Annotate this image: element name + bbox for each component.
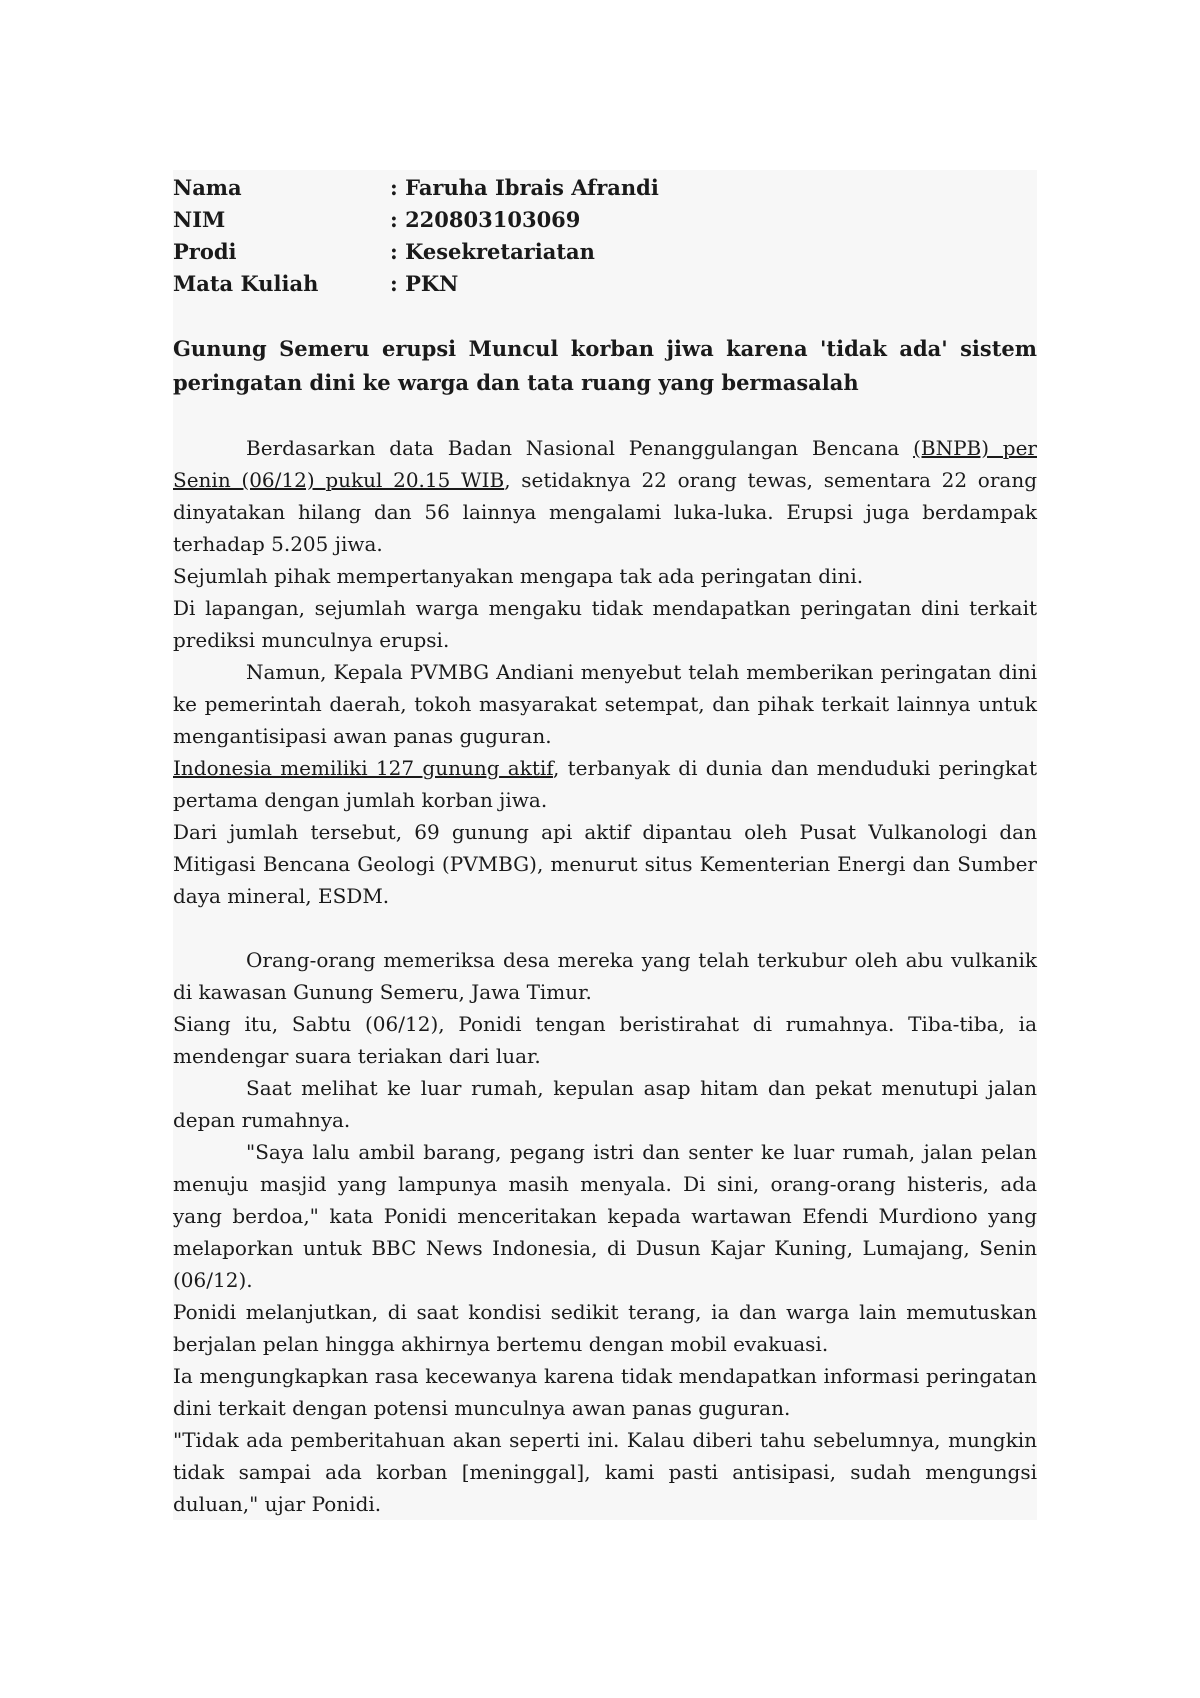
info-row-mata-kuliah xyxy=(173,268,1037,300)
paragraph: Namun, Kepala PVMBG Andiani menyebut telah memberikan peringatan dini ke pemerintah daerah, tokoh masyarakat setempat, dan pihak terkait lainnya untuk mengantisipasi awan panas guguran. xyxy=(173,660,1037,748)
info-row-nim xyxy=(173,204,1037,236)
paragraph xyxy=(173,752,1037,816)
paragraph: Dari jumlah tersebut, 69 gunung api aktif dipantau oleh Pusat Vulkanologi dan Mitigasi Bencana Geologi (PVMBG), menurut situs Kementerian Energi dan Sumber daya mineral, ESDM. xyxy=(173,820,1037,908)
info-row-nama xyxy=(173,172,1037,204)
info-label: Mata Kuliah xyxy=(173,271,319,296)
info-label: NIM xyxy=(173,207,226,232)
paragraph: Di lapangan, sejumlah warga mengaku tidak mendapatkan peringatan dini terkait prediksi munculnya erupsi. xyxy=(173,596,1037,652)
paragraph: Sejumlah pihak mempertanyakan mengapa tak ada peringatan dini. xyxy=(173,564,864,588)
info-label: Nama xyxy=(173,175,242,200)
student-info-block xyxy=(173,170,1037,300)
blank-line xyxy=(173,912,1037,944)
paragraph: "Saya lalu ambil barang, pegang istri dan senter ke luar rumah, jalan pelan menuju masjid yang lampunya masih menyala. Di sini, orang-orang histeris, ada yang berdoa," kata Ponidi menceritakan kepada wartawan Efendi Murdiono yang melaporkan untuk BBC News Indonesia, di Dusun Kajar Kuning, Lumajang, Senin (06/12). xyxy=(173,1140,1037,1292)
info-row-prodi xyxy=(173,236,1037,268)
paragraph-text: , terbanyak di dunia dan menduduki peringkat pertama dengan jumlah korban jiwa. xyxy=(173,756,1038,812)
paragraph: Siang itu, Sabtu (06/12), Ponidi tengan beristirahat di rumahnya. Tiba-tiba, ia mendengar suara teriakan dari luar. xyxy=(173,1012,1037,1068)
paragraph-text: , setidaknya 22 orang tewas, sementara 22 orang dinyatakan hilang dan 56 lainnya mengalami luka-luka. Erupsi juga berdampak terhadap 5.205 jiwa. xyxy=(173,468,1038,556)
paragraph-text: Berdasarkan data Badan Nasional Penanggulangan Bencana xyxy=(246,436,914,460)
paragraph: "Tidak ada pemberitahuan akan seperti ini. Kalau diberi tahu sebelumnya, mungkin tidak sampai ada korban [meninggal], kami pasti antisipasi, sudah mengungsi duluan," ujar Ponidi. xyxy=(173,1428,1037,1516)
article-title: Gunung Semeru erupsi Muncul korban jiwa karena 'tidak ada' sistem peringatan dini ke warga dan tata ruang yang bermasalah xyxy=(173,336,1037,395)
info-value: : PKN xyxy=(390,271,459,296)
paragraph: Saat melihat ke luar rumah, kepulan asap hitam dan pekat menutupi jalan depan rumahnya. xyxy=(173,1076,1037,1132)
paragraph xyxy=(173,432,1037,560)
info-value: : 220803103069 xyxy=(390,207,581,232)
info-label: Prodi xyxy=(173,239,237,264)
article-body xyxy=(173,432,1037,1520)
paragraph: Ia mengungkapkan rasa kecewanya karena tidak mendapatkan informasi peringatan dini terkait dengan potensi munculnya awan panas guguran. xyxy=(173,1364,1037,1420)
info-value: : Faruha Ibrais Afrandi xyxy=(390,175,659,200)
paragraph: Orang-orang memeriksa desa mereka yang telah terkubur oleh abu vulkanik di kawasan Gunung Semeru, Jawa Timur. xyxy=(173,948,1037,1004)
paragraph: Ponidi melanjutkan, di saat kondisi sedikit terang, ia dan warga lain memutuskan berjalan pelan hingga akhirnya bertemu dengan mobil evakuasi. xyxy=(173,1300,1037,1356)
bnpb-link[interactable]: (BNPB) per Senin (06/12) pukul 20.15 WIB xyxy=(173,436,1037,492)
info-value: : Kesekretariatan xyxy=(390,239,595,264)
document-content xyxy=(173,170,1037,1520)
gunung-aktif-link[interactable]: Indonesia memiliki 127 gunung aktif xyxy=(173,756,553,780)
